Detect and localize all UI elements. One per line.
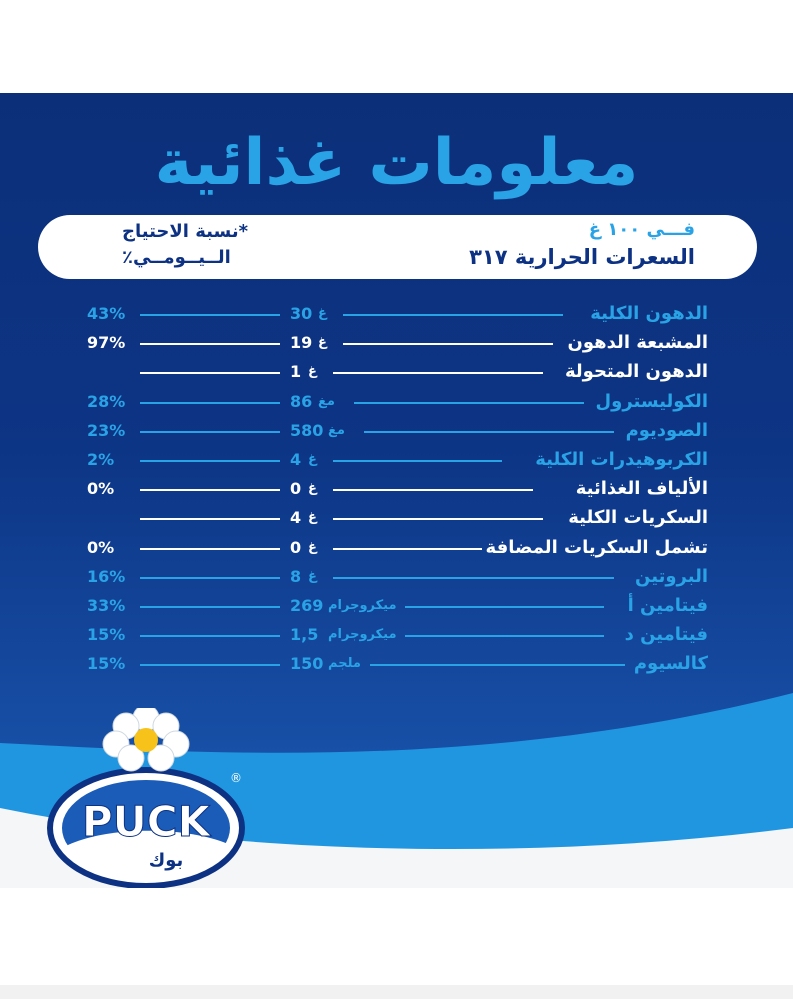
leader-line [333, 489, 533, 491]
logo-latin-text: PUCK [81, 797, 211, 846]
nutrient-amount: 0 [290, 537, 302, 557]
leader-line [333, 548, 482, 550]
daily-value-percent: 2% [87, 450, 115, 469]
nutrient-amount: 1,5 [290, 625, 319, 645]
nutrition-row [0, 446, 793, 474]
calories-label: السعرات الحرارية ٣١٧ [469, 245, 695, 269]
nutrient-amount: 4 [290, 508, 302, 528]
leader-line-dv [140, 489, 280, 491]
nutrient-amount: 4 [290, 450, 302, 469]
leader-line-dv [140, 606, 280, 608]
nutrient-label: فيتامين أ [627, 595, 708, 616]
nutrition-row [0, 504, 793, 532]
daily-value-label-2: الــيــومــي٪ [122, 247, 231, 268]
leader-line-dv [140, 314, 280, 316]
nutrient-label: البروتين [635, 565, 708, 587]
nutrient-unit: مغ [318, 393, 335, 409]
nutrient-label: السكريات الكلية [568, 507, 708, 529]
daily-value-percent: 97% [87, 333, 126, 353]
nutrition-panel [0, 93, 793, 888]
nutrient-label: الألياف الغذائية [575, 478, 708, 500]
leader-line-dv [140, 402, 280, 404]
registered-mark: ® [230, 771, 242, 785]
bottom-bar [0, 985, 793, 999]
nutrient-amount: 8 [290, 566, 302, 586]
nutrient-label: تشمل السكريات المضافة [485, 536, 708, 558]
logo-arabic-text: بوك [148, 850, 184, 871]
nutrient-label: الدهون الكلية [590, 303, 708, 324]
nutrition-row [0, 329, 793, 357]
leader-line-dv [140, 664, 280, 666]
leader-line-dv [140, 343, 280, 345]
nutrition-row [0, 534, 793, 562]
leader-line [333, 577, 614, 579]
leader-line-dv [140, 372, 280, 374]
nutrition-row [0, 388, 793, 416]
nutrient-amount: 269 [290, 596, 324, 615]
nutrient-label: الكربوهيدرات الكلية [535, 449, 708, 470]
leader-line [333, 518, 543, 520]
leader-line [333, 460, 502, 462]
daily-value-percent: 33% [87, 596, 126, 615]
nutrient-unit: غ [308, 364, 317, 380]
daily-value-percent: 15% [87, 625, 126, 645]
nutrient-amount: 19 [290, 333, 313, 353]
nutrient-label: الكوليسترول [595, 390, 708, 412]
nutrient-label: الصوديوم [625, 419, 708, 441]
nutrient-unit: ملجم [328, 656, 361, 672]
nutrient-unit: غ [308, 510, 317, 526]
leader-line [343, 343, 553, 345]
header-pill [38, 215, 757, 279]
daily-value-label: *نسبة الاحتياج [122, 221, 248, 242]
daisy-icon [103, 708, 189, 771]
per-100g-label: فـــي ١٠٠ غ [588, 219, 695, 240]
nutrition-row [0, 417, 793, 445]
nutrient-label: فيتامين د [624, 624, 708, 646]
leader-line-dv [140, 431, 280, 433]
daily-value-percent: 0% [87, 537, 115, 557]
leader-line-dv [140, 548, 280, 550]
nutrient-amount: 86 [290, 391, 313, 411]
nutrient-amount: 1 [290, 362, 302, 382]
nutrient-unit: غ [308, 539, 317, 555]
leader-line [370, 664, 625, 666]
daily-value-percent: 23% [87, 420, 126, 440]
nutrient-unit: غ [318, 335, 327, 351]
leader-line [405, 606, 604, 608]
nutrition-row [0, 650, 793, 678]
nutrition-row [0, 563, 793, 591]
daily-value-percent: 28% [87, 391, 126, 411]
nutrient-amount: 580 [290, 420, 324, 440]
leader-line [333, 372, 543, 374]
nutrition-row [0, 475, 793, 503]
leader-line-dv [140, 577, 280, 579]
nutrient-unit: ميكروجرام [328, 598, 397, 613]
nutrient-label: الدهون المتحولة [565, 361, 708, 383]
nutrient-label: كالسيوم [633, 653, 708, 675]
nutrient-amount: 0 [290, 479, 302, 499]
nutrition-row [0, 621, 793, 649]
nutrient-unit: غ [308, 568, 317, 584]
nutrition-row [0, 592, 793, 620]
leader-line [405, 635, 604, 637]
leader-line [343, 314, 563, 316]
nutrient-unit: غ [308, 452, 317, 467]
leader-line-dv [140, 460, 280, 462]
daily-value-percent: 43% [87, 304, 126, 323]
nutrition-row [0, 358, 793, 386]
leader-line [354, 402, 584, 404]
leader-line [364, 431, 614, 433]
nutrition-row [0, 300, 793, 328]
daily-value-percent: 16% [87, 566, 126, 586]
nutrient-unit: غ [308, 481, 317, 497]
daily-value-percent: 0% [87, 479, 115, 499]
daily-value-percent: 15% [87, 654, 126, 674]
puck-logo [46, 708, 256, 888]
nutrient-unit: ميكروجرام [328, 627, 397, 643]
nutrient-amount: 30 [290, 304, 313, 323]
nutrient-unit: غ [318, 306, 327, 321]
nutrient-unit: مغ [328, 422, 345, 438]
puck-logo-graphic [46, 708, 256, 888]
nutrient-label: المشبعة الدهون [567, 332, 708, 354]
nutrient-amount: 150 [290, 654, 324, 674]
leader-line-dv [140, 518, 280, 520]
page-title: معلومات غذائية [154, 126, 639, 200]
leader-line-dv [140, 635, 280, 637]
